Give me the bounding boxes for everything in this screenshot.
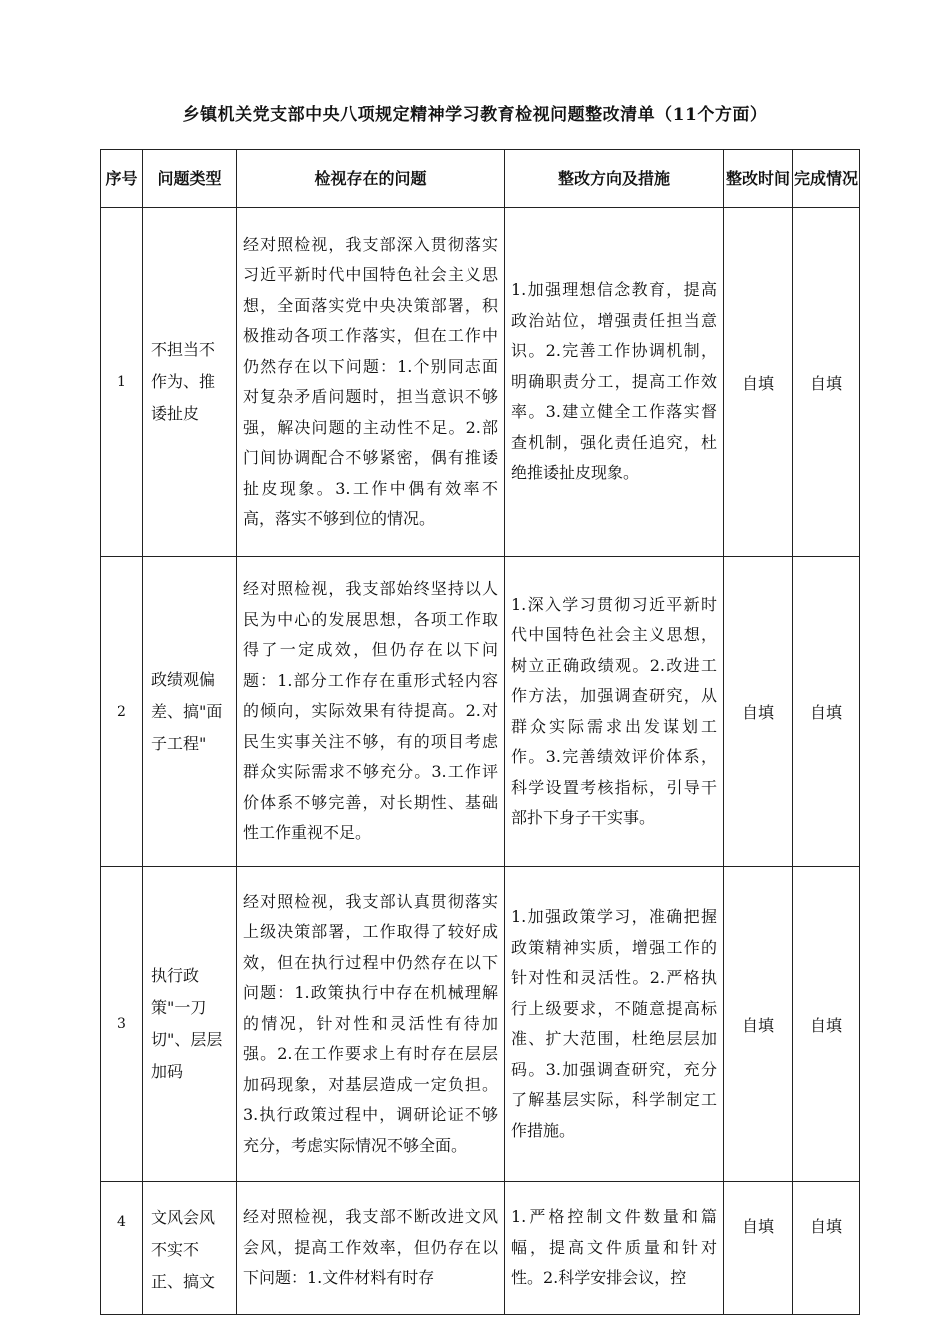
row-index: 1 bbox=[101, 208, 143, 557]
row-problem: 经对照检视，我支部深入贯彻落实习近平新时代中国特色社会主义思想，全面落实党中央决策部署，积极推动各项工作落实，但在工作中仍然存在以下问题：1.个别同志面对复杂矛盾问题时，担当意识不够强，解决问题的主动性不足。2.部门间协调配合不够紧密，偶有推诿扯皮现象。3.工作中偶有效率不高，落实不够到位的情况。 bbox=[237, 208, 505, 557]
table-header-row bbox=[101, 150, 860, 208]
row-status: 自填 bbox=[793, 557, 860, 867]
header-problem: 检视存在的问题 bbox=[237, 150, 505, 208]
row-measures: 1.加强政策学习，准确把握政策精神实质，增强工作的针对性和灵活性。2.严格执行上级要求，不随意提高标准、扩大范围，杜绝层层加码。3.加强调查研究，充分了解基层实际，科学制定工作措施。 bbox=[505, 867, 724, 1182]
row-status: 自填 bbox=[793, 867, 860, 1182]
row-problem-type: 政绩观偏差、搞"面子工程" bbox=[143, 557, 237, 867]
row-measures: 1.深入学习贯彻习近平新时代中国特色社会主义思想，树立正确政绩观。2.改进工作方法，加强调查研究，从群众实际需求出发谋划工作。3.完善绩效评价体系，科学设置考核指标，引导干部扑下身子干实事。 bbox=[505, 557, 724, 867]
header-problem-type: 问题类型 bbox=[143, 150, 237, 208]
row-status: 自填 bbox=[793, 208, 860, 557]
row-problem: 经对照检视，我支部不断改进文风会风，提高工作效率，但仍存在以下问题：1.文件材料有时存 bbox=[237, 1182, 505, 1315]
header-deadline: 整改时间 bbox=[724, 150, 793, 208]
row-index: 3 bbox=[101, 867, 143, 1182]
header-measures: 整改方向及措施 bbox=[505, 150, 724, 208]
header-status: 完成情况 bbox=[793, 150, 860, 208]
row-problem-type: 不担当不作为、推诿扯皮 bbox=[143, 208, 237, 557]
row-problem: 经对照检视，我支部认真贯彻落实上级决策部署，工作取得了较好成效，但在执行过程中仍然存在以下问题：1.政策执行中存在机械理解的情况，针对性和灵活性有待加强。2.在工作要求上有时存在层层加码现象，对基层造成一定负担。3.执行政策过程中，调研论证不够充分，考虑实际情况不够全面。 bbox=[237, 867, 505, 1182]
table-row bbox=[101, 557, 860, 867]
row-measures: 1.加强理想信念教育，提高政治站位，增强责任担当意识。2.完善工作协调机制，明确职责分工，提高工作效率。3.建立健全工作落实督查机制，强化责任追究，杜绝推诿扯皮现象。 bbox=[505, 208, 724, 557]
rectification-table bbox=[100, 149, 860, 1315]
row-problem-type: 文风会风不实不正、搞文 bbox=[143, 1182, 237, 1315]
header-index: 序号 bbox=[101, 150, 143, 208]
row-problem: 经对照检视，我支部始终坚持以人民为中心的发展思想，各项工作取得了一定成效，但仍存在以下问题：1.部分工作存在重形式轻内容的倾向，实际效果有待提高。2.对民生实事关注不够，有的项目考虑群众实际需求不够充分。3.工作评价体系不够完善，对长期性、基础性工作重视不足。 bbox=[237, 557, 505, 867]
document-title: 乡镇机关党支部中央八项规定精神学习教育检视问题整改清单（11个方面） bbox=[182, 105, 768, 125]
row-index: 2 bbox=[101, 557, 143, 867]
table-row bbox=[101, 208, 860, 557]
row-deadline: 自填 bbox=[724, 867, 793, 1182]
row-index: 4 bbox=[101, 1182, 143, 1315]
table-row bbox=[101, 867, 860, 1182]
row-deadline: 自填 bbox=[724, 208, 793, 557]
row-problem-type: 执行政策"一刀切"、层层加码 bbox=[143, 867, 237, 1182]
row-deadline: 自填 bbox=[724, 557, 793, 867]
row-measures: 1.严格控制文件数量和篇幅，提高文件质量和针对性。2.科学安排会议，控 bbox=[505, 1182, 724, 1315]
row-deadline: 自填 bbox=[724, 1182, 793, 1315]
row-status: 自填 bbox=[793, 1182, 860, 1315]
table-row bbox=[101, 1182, 860, 1315]
